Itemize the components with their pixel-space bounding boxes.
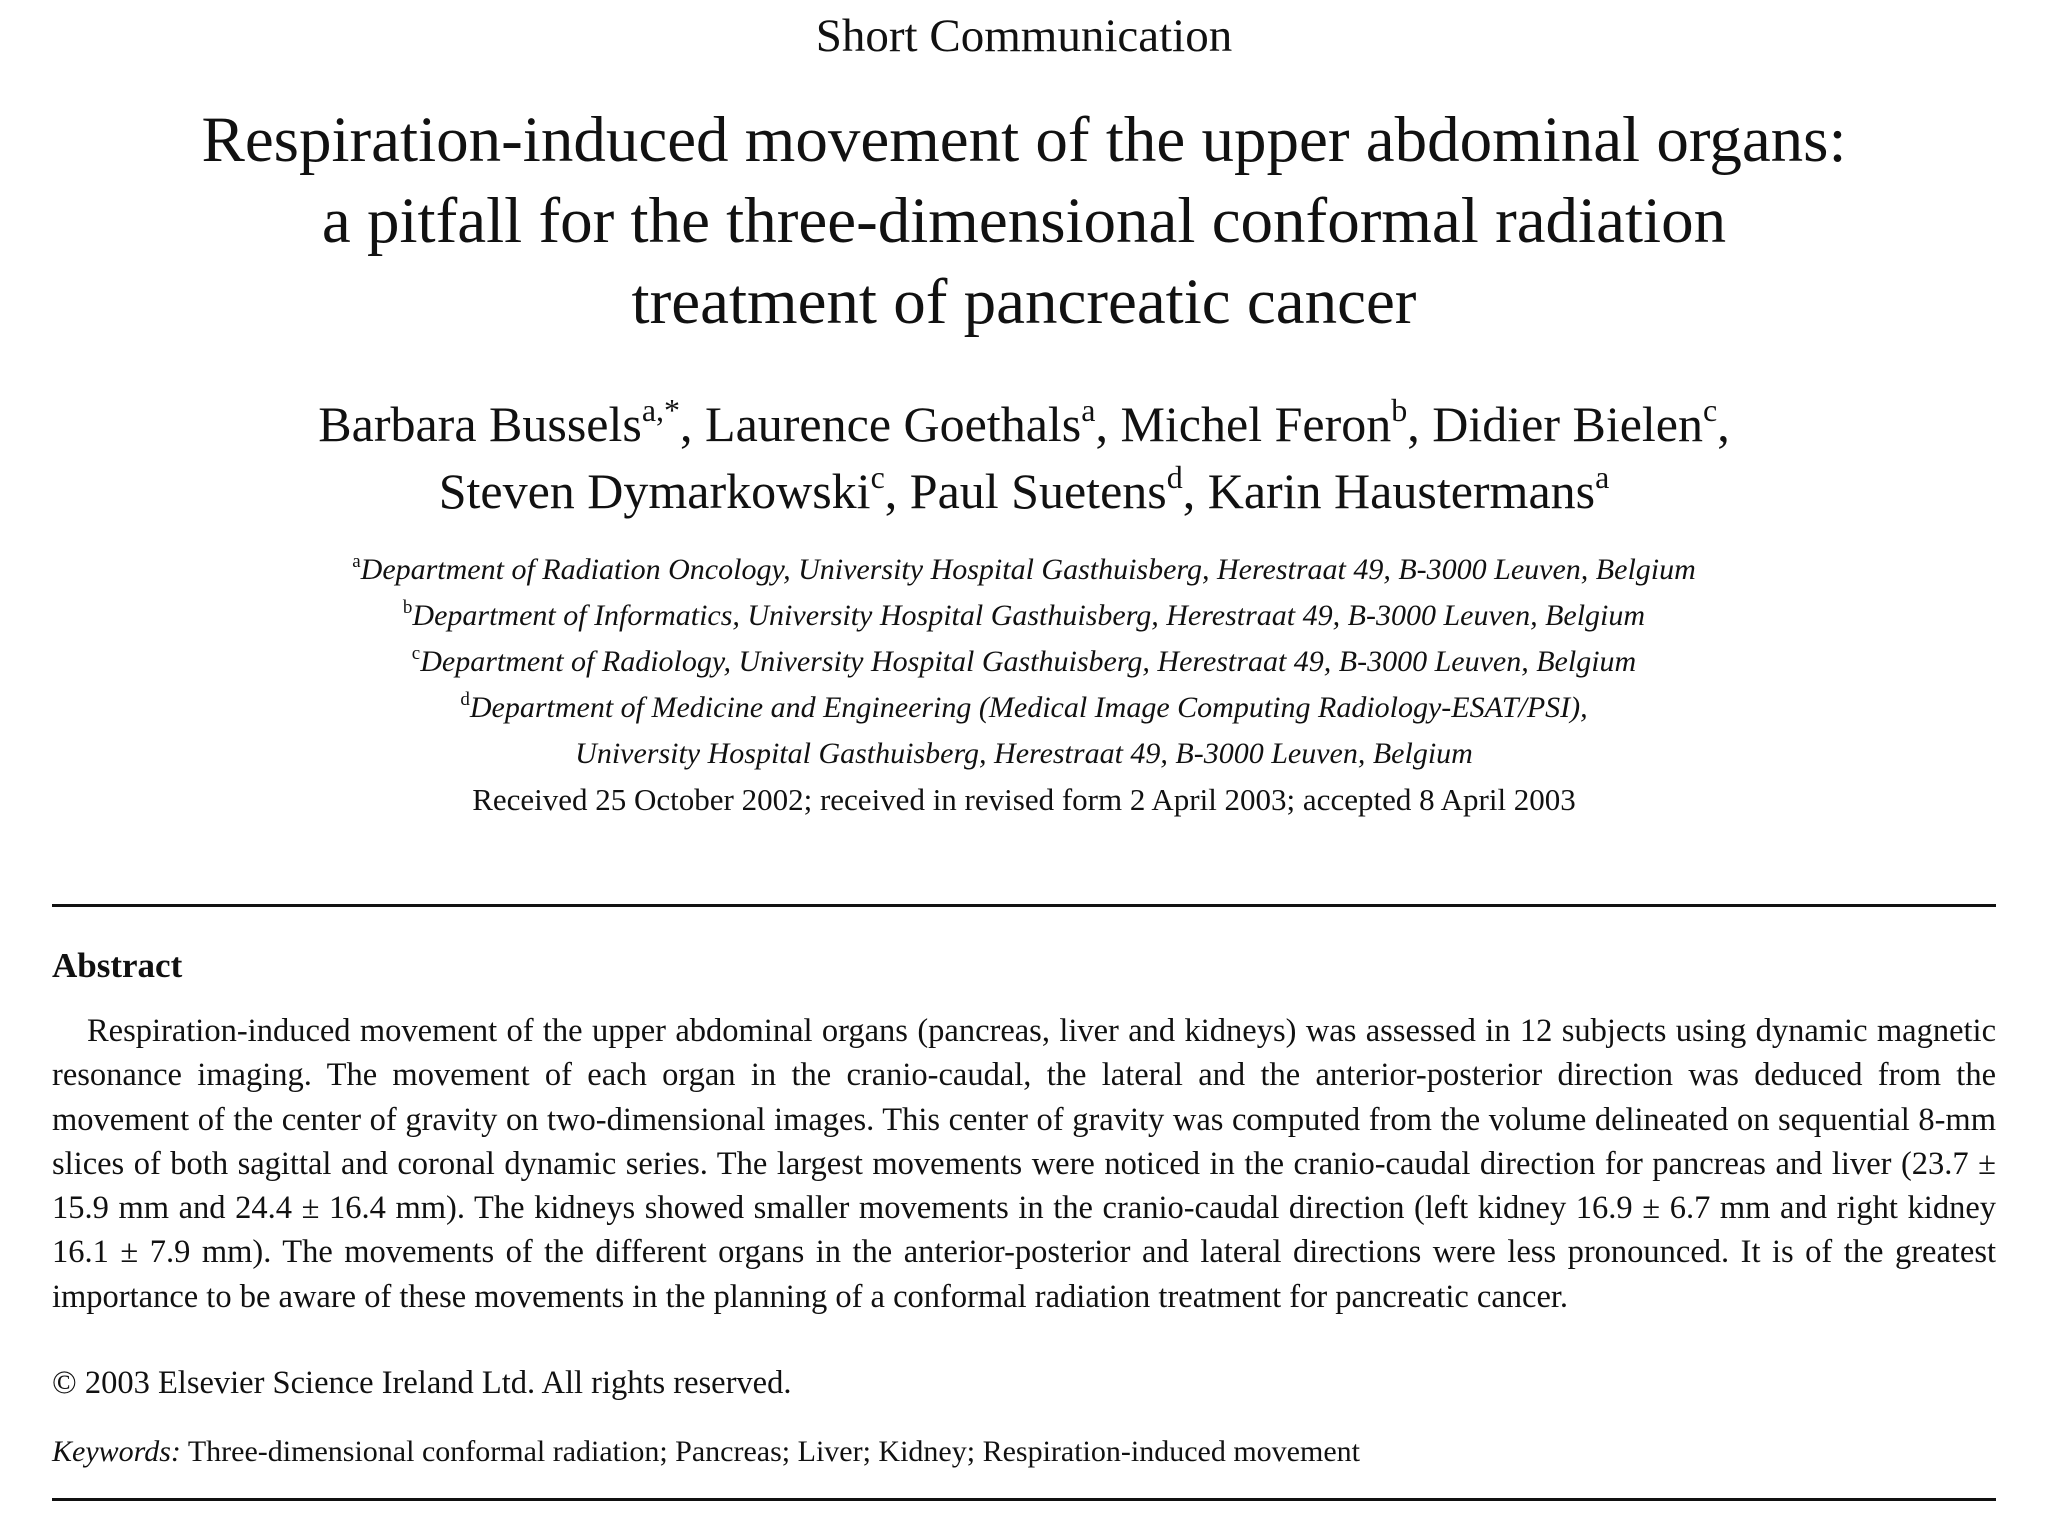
author-affiliation-mark: c [870, 459, 885, 495]
author-name: Barbara Bussels [318, 396, 642, 452]
abstract-heading: Abstract [52, 946, 183, 985]
keywords-text: Three-dimensional conformal radiation; Pancreas; Liver; Kidney; Respiration-induced movement [187, 1435, 1360, 1468]
keywords-label: Keywords: [52, 1435, 181, 1468]
author-affiliation-mark: b [1391, 392, 1408, 428]
keywords [52, 1432, 1360, 1472]
author-separator: , [1717, 396, 1730, 452]
affiliation-text: Department of Radiology, University Hospital Gasthuisberg, Herestraat 49, B-3000 Leuven, Belgium [420, 645, 1637, 678]
author-affiliation-mark: a [1595, 459, 1610, 495]
affiliation-line [100, 641, 1948, 687]
author-name: Laurence Goethals [705, 396, 1082, 452]
affiliation-text: Department of Medicine and Engineering (Medical Image Computing Radiology-ESAT/PSI), [469, 691, 1588, 724]
affiliation-list [100, 549, 1948, 775]
author-separator: , [1182, 463, 1208, 519]
received-dates: Received 25 October 2002; received in revised form 2 April 2003; accepted 8 April 2003 [472, 782, 1576, 817]
affiliation-mark: b [402, 597, 413, 618]
author-affiliation-mark: a [1081, 392, 1096, 428]
affiliation-mark: d [460, 689, 470, 710]
divider-rule [52, 904, 1996, 907]
author-name: Didier Bielen [1432, 396, 1703, 452]
affiliation-text: University Hospital Gasthuisberg, Herestraat 49, B-3000 Leuven, Belgium [575, 737, 1473, 770]
affiliation-line [100, 733, 1948, 775]
divider-rule [52, 1498, 1996, 1501]
author-separator: , [1095, 396, 1121, 452]
author-affiliation-mark: d [1166, 459, 1183, 495]
affiliation-line [100, 687, 1948, 733]
abstract-body: Respiration-induced movement of the upper abdominal organs (pancreas, liver and kidneys) was assessed in 12 subjects using dynamic magnetic resonance imaging. The movement of each organ in the cranio-caudal, the lateral and the anterior-posterior direction was deduced from the movement of the center of gravity on two-dimensional images. This center of gravity was computed from the volume delineated on sequential 8-mm slices of both sagittal and coronal dynamic series. The largest movements were noticed in the cranio-caudal direction for pancreas and liver (23.7 ± 15.9 mm and 24.4 ± 16.4 mm). The kidneys showed smaller movements in the cranio-caudal direction (left kidney 16.9 ± 6.7 mm and right kidney 16.1 ± 7.9 mm). The movements of the different organs in the anterior-posterior and lateral directions were less pronounced. It is of the greatest importance to be aware of these movements in the planning of a conformal radiation treatment for pancreatic cancer. [52, 1013, 1996, 1315]
author-separator: , [1407, 396, 1433, 452]
paper-title [100, 100, 1948, 343]
author-name: Michel Feron [1120, 396, 1392, 452]
author-affiliation-mark: c [1703, 392, 1718, 428]
author-name: Paul Suetens [909, 463, 1167, 519]
author-separator: , [680, 396, 706, 452]
title-line: a pitfall for the three-dimensional conformal radiation [321, 185, 1727, 257]
author-affiliation-mark: a,* [641, 392, 681, 428]
author-line [100, 461, 1948, 528]
title-line: Respiration-induced movement of the upper abdominal organs: [201, 104, 1847, 176]
affiliation-text: Department of Informatics, University Hospital Gasthuisberg, Herestraat 49, B-3000 Leuven, Belgium [412, 599, 1646, 632]
affiliation-mark: c [411, 643, 421, 664]
author-separator: , [884, 463, 910, 519]
author-name: Karin Haustermans [1207, 463, 1596, 519]
author-name: Steven Dymarkowski [438, 463, 871, 519]
section-label: Short Communication [815, 10, 1233, 62]
affiliation-text: Department of Radiation Oncology, University Hospital Gasthuisberg, Herestraat 49, B-3000 Leuven, Belgium [360, 553, 1696, 586]
affiliation-mark: a [352, 551, 361, 572]
affiliation-line [100, 549, 1948, 595]
copyright-notice: © 2003 Elsevier Science Ireland Ltd. All rights reserved. [52, 1365, 792, 1401]
affiliation-line [100, 595, 1948, 641]
author-line [100, 394, 1948, 461]
author-list [100, 394, 1948, 528]
title-line: treatment of pancreatic cancer [631, 266, 1417, 338]
